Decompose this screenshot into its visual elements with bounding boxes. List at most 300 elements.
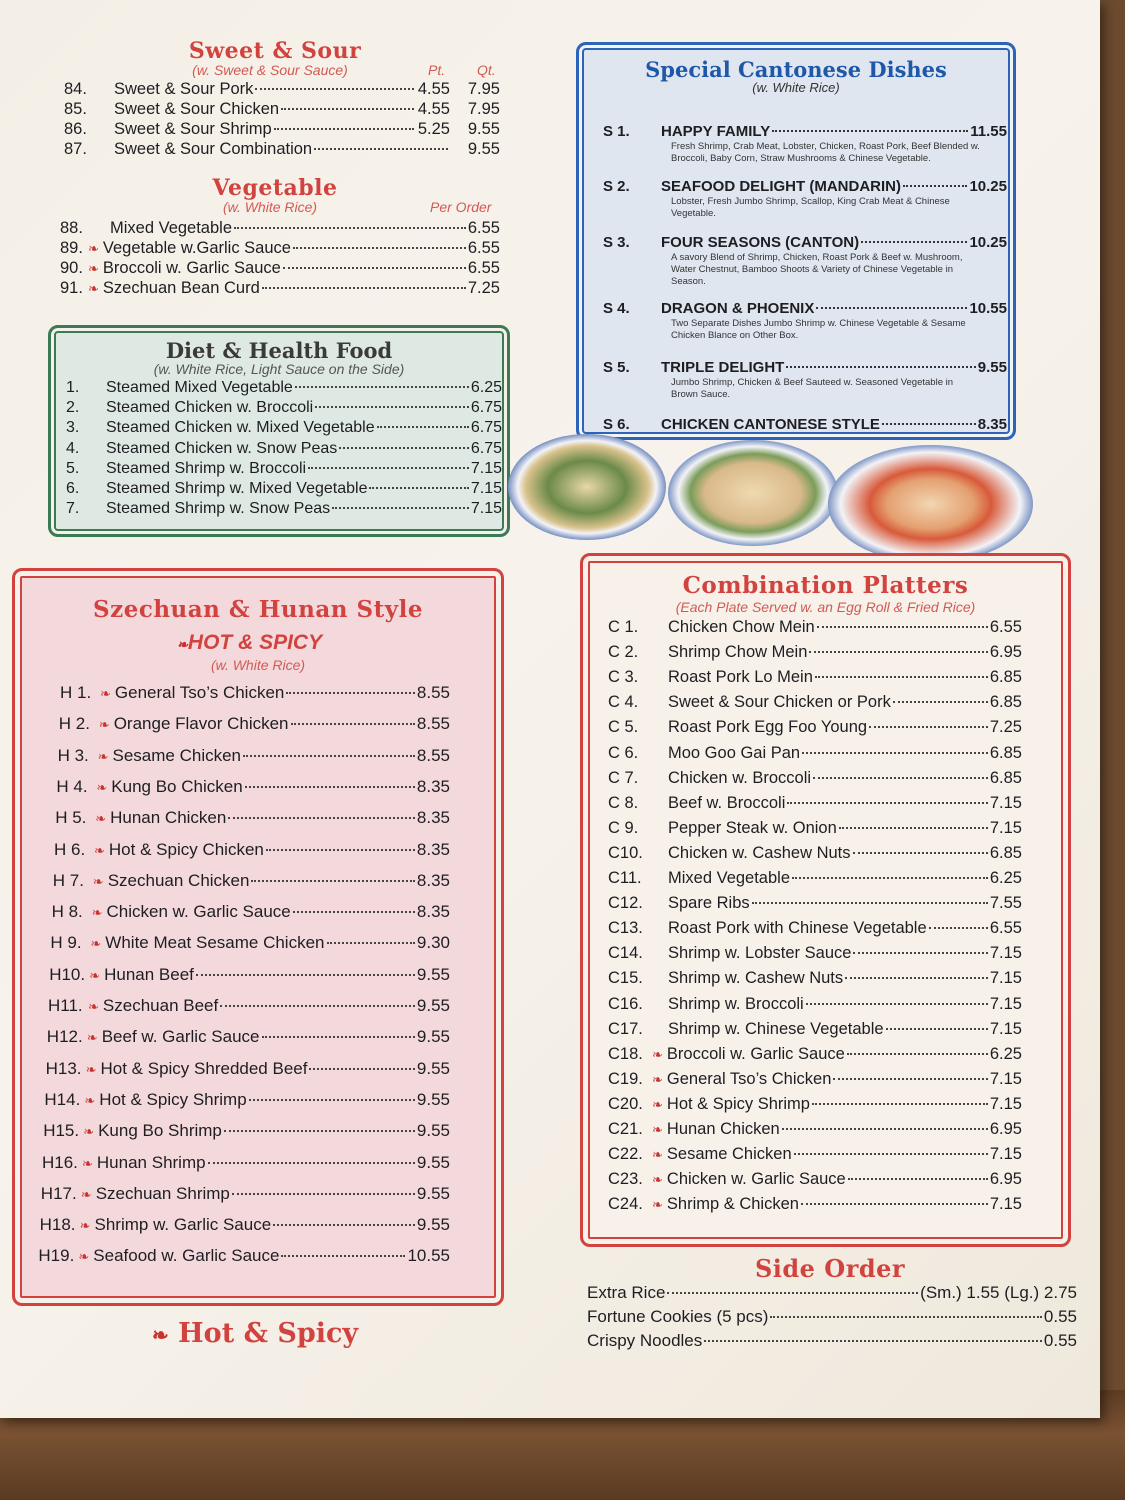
item-number: S 4. [603, 300, 630, 317]
cantonese-item-row [603, 123, 1007, 140]
cantonese-subtitle: (w. White Rice) [752, 80, 840, 95]
item-price: 8.35 [416, 776, 450, 796]
dot-leader [817, 626, 988, 628]
item-name: Moo Goo Gai Pan [668, 743, 801, 762]
chili-pepper-icon: ❧ [92, 873, 104, 889]
chili-pepper-icon: ❧ [100, 686, 111, 701]
chili-pepper-icon: ❧ [652, 1172, 663, 1188]
legend-label: Hot & Spicy [178, 1318, 359, 1349]
dot-leader [273, 1224, 415, 1226]
item-price: 6.25 [470, 379, 502, 396]
item-name: Shrimp & Chicken [666, 1195, 799, 1214]
item-price: (Sm.) 1.55 (Lg.) 2.75 [920, 1283, 1077, 1302]
item-number: C10. [608, 843, 643, 862]
sweet-sour-subtitle: (w. Sweet & Sour Sauce) [192, 62, 348, 78]
dot-leader [770, 1316, 1042, 1318]
item-name: TRIPLE DELIGHT [661, 359, 785, 376]
item-description: Jumbo Shrimp, Chicken & Beef Sauteed w. Seasoned Vegetable in Brown Sauce. [671, 377, 954, 400]
hot-spicy-label: HOT & SPICY [187, 631, 323, 654]
menu-item-row [52, 902, 450, 922]
item-number: C16. [608, 994, 643, 1013]
menu-item-row [60, 683, 450, 703]
menu-item-row [608, 744, 1022, 763]
dot-leader [245, 786, 415, 788]
menu-item-row [66, 379, 502, 397]
dot-leader [802, 752, 988, 754]
item-number: H16. [42, 1152, 78, 1172]
dot-leader [234, 227, 466, 229]
item-number: S 3. [603, 234, 630, 251]
item-number: H 8. [51, 902, 83, 922]
menu-item-row [608, 819, 1022, 838]
chili-pepper-icon: ❧ [80, 1186, 92, 1202]
menu-item-row [608, 1145, 1022, 1164]
item-price: 6.75 [470, 419, 502, 437]
item-number: C 7. [608, 768, 639, 787]
dot-leader [752, 902, 988, 904]
item-price: 9.55 [467, 120, 500, 138]
item-price: 6.85 [989, 768, 1022, 787]
item-price: 7.15 [989, 1195, 1022, 1214]
chili-pepper-icon: ❧ [95, 811, 107, 827]
menu-item-row [43, 1121, 450, 1141]
chili-pepper-icon: ❧ [652, 1046, 663, 1062]
item-price: 7.15 [470, 480, 502, 497]
dot-leader [806, 1003, 988, 1005]
item-name: Fortune Cookies (5 pcs) [587, 1307, 769, 1326]
item-number: H 7. [52, 870, 84, 890]
chili-pepper-icon: ❧ [177, 637, 188, 652]
item-price: 11.55 [970, 123, 1007, 140]
chili-pepper-icon: ❧ [79, 1218, 91, 1234]
item-name: Hunan Beef [104, 964, 194, 984]
menu-item-row [64, 120, 500, 139]
dot-leader [332, 507, 469, 509]
item-description: Two Separate Dishes Jumbo Shrimp w. Chinese Vegetable & Sesame Chicken Blance on Other Box. [671, 318, 966, 341]
item-price: 6.25 [989, 1044, 1022, 1063]
menu-item-row [608, 1170, 1022, 1189]
item-number: C17. [608, 1019, 643, 1038]
item-name: Chicken w. Garlic Sauce [666, 1170, 846, 1189]
dot-leader [315, 406, 469, 408]
item-price: 6.55 [467, 259, 500, 277]
cantonese-item-row [603, 178, 1007, 195]
szechuan-hunan-box [12, 568, 504, 1306]
menu-item-row [49, 965, 450, 985]
dot-leader [809, 651, 987, 653]
dot-leader [196, 974, 415, 976]
item-name: Steamed Chicken w. Mixed Vegetable [106, 419, 375, 437]
item-price: 9.55 [416, 964, 450, 984]
item-name: Hunan Chicken [666, 1120, 780, 1138]
chili-pepper-icon: ❧ [91, 905, 103, 921]
menu-item-row [54, 840, 450, 860]
item-number: H15. [43, 1121, 80, 1141]
item-name: Shrimp Chow Mein [668, 643, 808, 662]
item-name: Shrimp w. Broccoli [668, 994, 804, 1013]
item-number: C 9. [608, 818, 639, 837]
menu-item-row [608, 919, 1022, 938]
item-name: Kung Bo Chicken [111, 776, 243, 796]
item-price: 8.35 [416, 808, 450, 828]
item-name: Roast Pork Lo Mein [668, 668, 813, 687]
item-number: C24. [608, 1195, 643, 1214]
item-name: Chicken w. Broccoli [668, 768, 812, 787]
dot-leader [295, 386, 469, 388]
menu-item-row [608, 1045, 1022, 1064]
quart-column-header: Qt. [477, 62, 496, 78]
chili-pepper-icon: ❧ [78, 1249, 90, 1265]
chili-pepper-icon: ❧ [82, 1155, 93, 1171]
chili-pepper-icon: ❧ [83, 1124, 95, 1140]
item-name: Pepper Steak w. Onion [668, 818, 837, 837]
item-price: 7.55 [989, 894, 1022, 913]
item-name: Szechuan Chicken [107, 870, 250, 890]
item-name: Szechuan Beef [102, 996, 219, 1015]
item-price: 6.55 [467, 219, 500, 237]
item-price: 8.55 [416, 745, 450, 765]
vegetable-subtitle: (w. White Rice) [222, 199, 318, 215]
item-name: Szechuan Shrimp [95, 1183, 230, 1203]
item-name: Vegetable w.Garlic Sauce [102, 239, 291, 257]
chili-pepper-icon: ❧ [652, 1071, 663, 1087]
dot-leader [255, 88, 414, 90]
item-name: Chicken Chow Mein [668, 618, 815, 636]
item-price: 7.15 [989, 969, 1022, 988]
item-price: 6.75 [470, 439, 502, 457]
dot-leader [228, 817, 415, 819]
item-number: C 2. [608, 643, 639, 662]
item-name: General Tso’s Chicken [666, 1069, 832, 1088]
item-name: SEAFOOD DELIGHT (MANDARIN) [661, 178, 901, 195]
dot-leader [893, 701, 988, 703]
item-name: Steamed Mixed Vegetable [106, 379, 293, 396]
item-price: 9.55 [416, 996, 450, 1015]
dot-leader [251, 880, 414, 882]
item-number: H 5. [55, 808, 87, 828]
item-number: 88. [60, 219, 83, 237]
item-price: 6.85 [989, 843, 1022, 862]
item-name: Hot & Spicy Chicken [108, 839, 264, 859]
item-name: Szechuan Bean Curd [102, 279, 260, 297]
item-name: White Meat Sesame Chicken [105, 933, 325, 953]
item-number: H 4. [56, 776, 88, 796]
menu-item-row [587, 1331, 1077, 1351]
chili-pepper-icon: ❧ [85, 1061, 97, 1077]
dot-leader [286, 692, 415, 694]
item-name: Spare Ribs [668, 894, 750, 913]
menu-item-row [66, 440, 502, 458]
item-name: DRAGON & PHOENIX [661, 300, 815, 317]
menu-item-row [66, 500, 502, 518]
dot-leader [792, 877, 988, 879]
item-name: Steamed Chicken w. Broccoli [106, 399, 314, 417]
item-name: Steamed Shrimp w. Broccoli [106, 459, 307, 477]
item-price: 6.55 [989, 618, 1022, 636]
item-number: 89. [60, 239, 83, 257]
menu-item-row [41, 1184, 450, 1204]
menu-item-row [47, 1027, 450, 1047]
chili-pepper-icon: ❧ [652, 1096, 663, 1112]
item-number: C13. [608, 919, 643, 938]
item-number: H13. [45, 1058, 82, 1078]
chili-pepper-icon: ❧ [97, 748, 109, 764]
menu-item-row [587, 1283, 1077, 1303]
item-price: 8.55 [416, 683, 450, 702]
item-number: C 8. [608, 793, 639, 812]
dot-leader [782, 1128, 988, 1130]
item-price: 5.25 [417, 120, 450, 138]
cantonese-item-row [603, 359, 1007, 376]
item-name: Steamed Shrimp w. Mixed Vegetable [106, 480, 368, 497]
chili-pepper-icon: ❧ [89, 967, 101, 983]
dot-leader [327, 942, 415, 944]
item-name: Sweet & Sour Chicken or Pork [668, 693, 891, 712]
item-number: 4. [66, 439, 80, 457]
item-number: 87. [64, 140, 87, 158]
item-price: 9.55 [416, 1089, 450, 1109]
dot-leader [801, 1203, 988, 1205]
item-name: Shrimp w. Garlic Sauce [94, 1215, 272, 1235]
item-number: H11. [48, 996, 83, 1015]
item-price: 9.55 [416, 1215, 450, 1235]
item-number: H10. [49, 964, 86, 984]
hot-spicy-legend [150, 1318, 358, 1349]
item-number: C15. [608, 969, 643, 988]
combination-platters-box [580, 553, 1071, 1247]
vegetable-title: Vegetable [212, 175, 338, 201]
item-name: Sweet & Sour Chicken [114, 100, 280, 118]
item-number: C19. [608, 1069, 643, 1088]
szechuan-title: Szechuan & Hunan Style [93, 596, 423, 623]
item-price: 10.25 [969, 234, 1007, 251]
menu-item-row [608, 944, 1022, 963]
item-number: 90. [60, 259, 83, 277]
dot-leader [667, 1292, 918, 1294]
item-number: S 6. [603, 416, 630, 433]
item-number: C 3. [608, 668, 639, 687]
item-price: 9.55 [416, 1152, 450, 1172]
dot-leader [283, 267, 466, 269]
pint-column-header: Pt. [428, 62, 446, 78]
diet-health-box [48, 325, 510, 537]
menu-item-row [608, 769, 1022, 788]
item-price: 10.25 [969, 178, 1007, 195]
item-number: H19. [38, 1246, 75, 1266]
menu-item-row [608, 794, 1022, 813]
item-price: 9.55 [416, 1027, 450, 1047]
item-name: Steamed Chicken w. Snow Peas [106, 439, 338, 457]
item-price: 4.55 [417, 100, 450, 118]
item-description: Fresh Shrimp, Crab Meat, Lobster, Chicken, Roast Pork, Beef Blended w. Broccoli, Baby Corn, Straw Mushrooms & Chinese Vegetable. [671, 141, 980, 164]
item-price: 7.15 [470, 459, 502, 477]
chili-pepper-icon: ❧ [152, 1323, 169, 1347]
dot-leader [886, 1028, 988, 1030]
menu-item-row [608, 718, 1022, 737]
cantonese-title: Special Cantonese Dishes [645, 57, 947, 82]
item-name: Hunan Chicken [110, 808, 227, 828]
item-number: 7. [66, 500, 80, 518]
dot-leader [833, 1078, 987, 1080]
item-name: Broccoli w. Garlic Sauce [666, 1044, 845, 1063]
dot-leader [281, 1255, 405, 1257]
dot-leader [794, 1153, 988, 1155]
menu-item-row [38, 1246, 450, 1266]
dot-leader [882, 423, 976, 425]
item-name: Hot & Spicy Shrimp [666, 1094, 810, 1113]
menu-item-row [44, 1090, 450, 1110]
item-name: Extra Rice [587, 1283, 666, 1302]
item-price: 10.55 [407, 1246, 450, 1266]
chili-pepper-icon: ❧ [84, 1092, 96, 1108]
item-price: 7.15 [989, 793, 1022, 812]
item-number: H17. [40, 1183, 77, 1203]
item-name: Sweet & Sour Combination [114, 140, 313, 158]
item-number: S 5. [603, 359, 630, 376]
menu-item-row [60, 279, 500, 298]
item-name: Mixed Vegetable [668, 869, 791, 887]
menu-item-row [608, 618, 1022, 637]
dot-leader [929, 927, 988, 929]
food-plate-image [508, 434, 666, 540]
menu-item-row [42, 1153, 450, 1173]
item-price: 6.95 [989, 643, 1022, 662]
chili-pepper-icon: ❧ [88, 261, 99, 276]
menu-item-row [40, 1215, 450, 1235]
chili-pepper-icon: ❧ [652, 1122, 663, 1137]
item-number: 84. [64, 80, 87, 98]
item-name: Hot & Spicy Shredded Beef [100, 1058, 308, 1078]
item-number: 86. [64, 120, 87, 138]
item-price: 7.15 [989, 1094, 1022, 1113]
item-description: Lobster, Fresh Jumbo Shrimp, Scallop, King Crab Meat & Chinese Vegetable. [671, 196, 950, 219]
menu-item-row [60, 239, 500, 258]
dot-leader [281, 108, 414, 110]
item-price: 8.35 [416, 839, 450, 859]
item-price: 6.25 [989, 869, 1022, 887]
item-number: H 1. [60, 683, 92, 702]
item-price: 9.30 [416, 933, 450, 953]
item-name: Orange Flavor Chicken [113, 714, 289, 734]
item-name: General Tso’s Chicken [114, 683, 285, 702]
item-number: C22. [608, 1145, 643, 1164]
menu-item-row [59, 714, 450, 734]
dot-leader [813, 777, 988, 779]
item-name: Hunan Shrimp [96, 1152, 206, 1172]
chili-pepper-icon: ❧ [652, 1147, 663, 1163]
item-price: 8.35 [416, 870, 450, 890]
item-name: Shrimp w. Cashew Nuts [668, 969, 844, 988]
item-price: 9.55 [416, 1058, 450, 1078]
menu-item-row [608, 844, 1022, 863]
dot-leader [787, 802, 987, 804]
menu-item-row [608, 969, 1022, 988]
item-price: 6.85 [989, 743, 1022, 762]
item-price: 0.55 [1043, 1331, 1077, 1350]
item-number: H14. [44, 1089, 81, 1109]
cantonese-item-row [603, 416, 1007, 433]
dot-leader [812, 1103, 988, 1105]
dot-leader [869, 726, 988, 728]
item-name: Hot & Spicy Shrimp [99, 1089, 247, 1109]
dot-leader [224, 1130, 415, 1132]
dot-leader [903, 185, 967, 187]
chili-pepper-icon: ❧ [94, 842, 105, 858]
item-price: 7.15 [989, 944, 1022, 963]
dot-leader [262, 287, 466, 289]
sweet-sour-title: Sweet & Sour [188, 38, 362, 64]
item-name: Crispy Noodles [587, 1331, 703, 1350]
dot-leader [232, 1193, 415, 1195]
menu-item-row [60, 259, 500, 278]
dot-leader [293, 247, 466, 249]
menu-item-row [587, 1307, 1077, 1327]
dot-leader [243, 755, 415, 757]
item-number: 6. [66, 480, 80, 497]
cantonese-item-row [603, 300, 1007, 317]
item-number: H12. [46, 1027, 83, 1047]
food-plate-image [828, 445, 1033, 563]
dot-leader [314, 148, 448, 150]
item-name: HAPPY FAMILY [661, 123, 771, 140]
dot-leader [816, 307, 967, 309]
dot-leader [848, 1178, 988, 1180]
item-name: Chicken w. Garlic Sauce [106, 902, 291, 922]
item-name: Kung Bo Shrimp [98, 1121, 222, 1141]
dot-leader [786, 366, 975, 368]
item-price: 6.55 [467, 239, 500, 257]
item-name: Sesame Chicken [112, 745, 242, 765]
item-number: H18. [39, 1215, 76, 1235]
item-price: 6.55 [989, 919, 1022, 938]
item-number: C11. [608, 869, 642, 887]
item-description: A savory Blend of Shrimp, Chicken, Roast Pork & Beef w. Mushroom, Water Chestnut, Bamboo Shoots & Variety of Chinese Vegetable in Season. [671, 252, 963, 287]
hot-spicy-heading [175, 631, 322, 655]
dot-leader [839, 827, 988, 829]
chili-pepper-icon: ❧ [96, 779, 108, 795]
item-price: 7.15 [989, 994, 1022, 1013]
item-price: 7.25 [467, 279, 500, 297]
szechuan-subtitle: (w. White Rice) [210, 657, 306, 673]
chili-pepper-icon: ❧ [98, 717, 110, 733]
dot-leader [772, 130, 968, 132]
item-name: Shrimp w. Chinese Vegetable [668, 1019, 884, 1038]
item-name: Roast Pork Egg Foo Young [668, 718, 868, 737]
item-number: H 9. [50, 933, 82, 953]
menu-item-row [608, 668, 1022, 687]
chili-pepper-icon: ❧ [90, 936, 102, 952]
menu-item-row [66, 399, 502, 417]
item-price: 7.15 [989, 1069, 1022, 1088]
combo-subtitle: (Each Plate Served w. an Egg Roll & Fried Rice) [675, 599, 976, 615]
dot-leader [815, 676, 988, 678]
dot-leader [266, 849, 415, 851]
item-price: 9.55 [416, 1183, 450, 1203]
item-price: 8.35 [977, 416, 1007, 433]
item-number: 91. [60, 279, 83, 297]
item-price: 7.15 [989, 818, 1022, 837]
item-price: 10.55 [969, 300, 1007, 317]
menu-item-row [608, 1095, 1022, 1114]
menu-item-row [66, 480, 502, 498]
menu-item-row [608, 1070, 1022, 1089]
item-number: C18. [608, 1044, 643, 1063]
menu-item-row [608, 995, 1022, 1014]
food-plate-image [668, 440, 838, 546]
item-name: Sweet & Sour Shrimp [114, 120, 272, 138]
menu-item-row [53, 871, 450, 891]
item-price: 6.85 [989, 668, 1022, 687]
